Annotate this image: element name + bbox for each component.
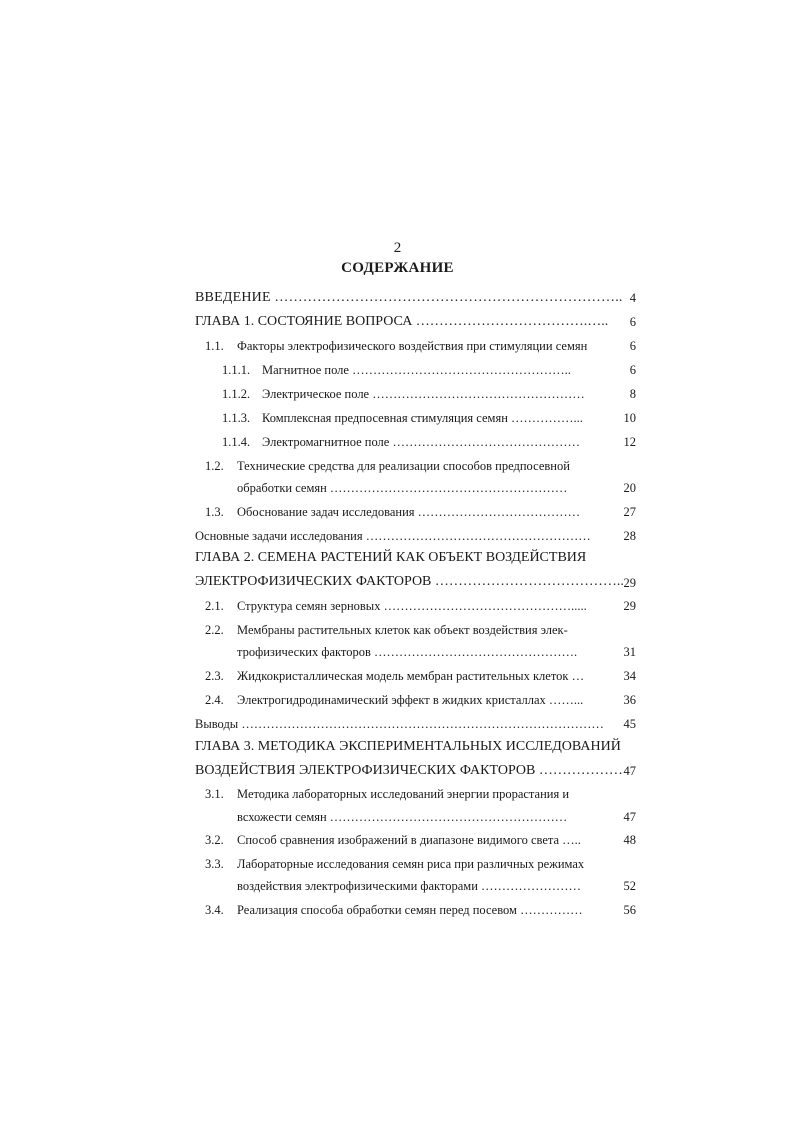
toc-page: 31 [623,645,636,659]
toc-entry-3-3[interactable] [205,857,584,872]
toc-entry-text: Технические средства для реализации способов предпосевной [237,459,570,473]
toc-entry-1-1-2[interactable] [222,387,585,402]
toc-entry-1-2-cont[interactable] [237,481,567,496]
toc-page: 47 [623,764,636,778]
toc-entry-number: 1.1.1. [222,363,251,377]
toc-entry-3-1-cont[interactable] [237,810,567,825]
toc-entry-text: Мембраны растительных клеток как объект воздействия элек- [237,623,568,637]
toc-entry-text: Электрическое поле …………………………………………… [262,387,585,401]
toc-entry-number: 3.3. [205,857,224,871]
toc-entry-text: трофизических факторов …………………………………………. [237,645,578,659]
toc-entry-number: 1.1. [205,339,224,353]
toc-entry-text: ЭЛЕКТРОФИЗИЧЕСКИХ ФАКТОРОВ ………………………………….. [195,574,624,589]
toc-entry-text: Основные задачи исследования ……………………………………………… [195,529,591,543]
toc-entry-text: ГЛАВА 1. СОСТОЯНИЕ ВОПРОСА ……………………………….….. [195,314,609,329]
toc-entry-number: 2.3. [205,669,224,683]
toc-page: 12 [623,435,636,449]
toc-entry-main-tasks[interactable] [195,529,591,544]
toc-entry-text: ВОЗДЕЙСТВИЯ ЭЛЕКТРОФИЗИЧЕСКИХ ФАКТОРОВ ……………… [195,763,623,778]
toc-entry-text: Структура семян зерновых ………………………………………..... [237,599,587,613]
toc-entry-text: Обоснование задач исследования ………………………………… [237,505,581,519]
toc-entry-1-1-4[interactable] [222,435,580,450]
toc-page: 27 [623,505,636,519]
toc-entry-1-2[interactable] [205,459,570,474]
toc-page: 56 [623,903,636,917]
toc-page: 6 [629,315,636,329]
toc-entry-text: обработки семян ………………………………………………… [237,481,568,495]
toc-entry-text: Комплексная предпосевная стимуляция семян ……………... [262,411,583,425]
toc-entry-chapter-2-cont[interactable] [195,574,624,590]
toc-entry-text: ГЛАВА 2. СЕМЕНА РАСТЕНИЙ КАК ОБЪЕКТ ВОЗДЕЙСТВИЯ [195,550,587,565]
toc-page: 10 [623,411,636,425]
toc-entry-2-2[interactable] [205,623,568,638]
toc-entry-number: 1.2. [205,459,224,473]
toc-entry-1-1-3[interactable] [222,411,583,426]
toc-entry-number: 1.1.3. [222,411,251,425]
toc-entry-text: Реализация способа обработки семян перед посевом …………… [237,903,583,917]
toc-page: 47 [623,810,636,824]
toc-entry-number: 2.1. [205,599,224,613]
toc-entry-number: 2.4. [205,693,224,707]
toc-entry-text: ГЛАВА 3. МЕТОДИКА ЭКСПЕРИМЕНТАЛЬНЫХ ИССЛЕДОВАНИЙ [195,739,621,754]
toc-entry-3-1[interactable] [205,787,569,802]
toc-page: 8 [629,387,636,401]
toc-entry-text: Жидкокристаллическая модель мембран растительных клеток … [237,669,585,683]
toc-page: 48 [623,833,636,847]
toc-entry-1-1-1[interactable] [222,363,571,378]
toc-entry-2-1[interactable] [205,599,587,614]
toc-entry-number: 3.1. [205,787,224,801]
toc-entry-chapter-3[interactable] [195,739,621,755]
toc-entry-text: воздействия электрофизическими факторами …………………… [237,879,582,893]
toc-page: 34 [623,669,636,683]
toc-entry-chapter-1[interactable] [195,314,608,330]
toc-entry-number: 1.1.2. [222,387,251,401]
toc-entry-number: 3.4. [205,903,224,917]
toc-entry-2-2-cont[interactable] [237,645,577,660]
toc-page: 6 [629,363,636,377]
toc-entry-2-3[interactable] [205,669,584,684]
toc-page: 52 [623,879,636,893]
toc-entry-1-1[interactable] [205,339,587,354]
toc-entry-text: Магнитное поле …………………………………………….. [262,363,571,377]
toc-entry-text: ВВЕДЕНИЕ ……………………………………………………………….. [195,290,623,305]
toc-page: 45 [623,717,636,731]
toc-entry-number: 1.3. [205,505,224,519]
toc-entry-chapter-2[interactable] [195,550,586,566]
toc-entry-number: 3.2. [205,833,224,847]
toc-entry-text: Электромагнитное поле ……………………………………… [262,435,580,449]
toc-entry-3-2[interactable] [205,833,581,848]
toc-entry-conclusions[interactable] [195,717,604,732]
toc-entry-2-4[interactable] [205,693,583,708]
toc-entry-number: 1.1.4. [222,435,251,449]
toc-entry-3-4[interactable] [205,903,583,918]
toc-entry-1-3[interactable] [205,505,580,520]
toc-entry-text: Способ сравнения изображений в диапазоне видимого света ….. [237,833,581,847]
page-number: 2 [393,240,402,256]
toc-page: 28 [623,529,636,543]
toc-page: 36 [623,693,636,707]
toc-entry-text: Выводы …………………………………………………………………………… [195,717,604,731]
toc-entry-3-3-cont[interactable] [237,879,581,894]
toc-page: 20 [623,481,636,495]
toc-entry-number: 2.2. [205,623,224,637]
toc-title: СОДЕРЖАНИЕ [341,260,454,276]
toc-entry-text: Методика лабораторных исследований энергии прорастания и [237,787,570,801]
toc-entry-text: Факторы электрофизического воздействия при стимуляции семян [237,339,588,353]
toc-entry-text: Лабораторные исследования семян риса при различных режимах [237,857,585,871]
toc-page: 29 [623,599,636,613]
toc-page: 29 [623,576,636,590]
toc-entry-introduction[interactable] [195,290,623,306]
toc-entry-text: всхожести семян ………………………………………………… [237,810,568,824]
toc-entry-text: Электрогидродинамический эффект в жидких кристаллах ……... [237,693,584,707]
toc-page: 6 [629,339,636,353]
toc-page: 4 [629,291,636,305]
toc-entry-chapter-3-cont[interactable] [195,763,623,779]
